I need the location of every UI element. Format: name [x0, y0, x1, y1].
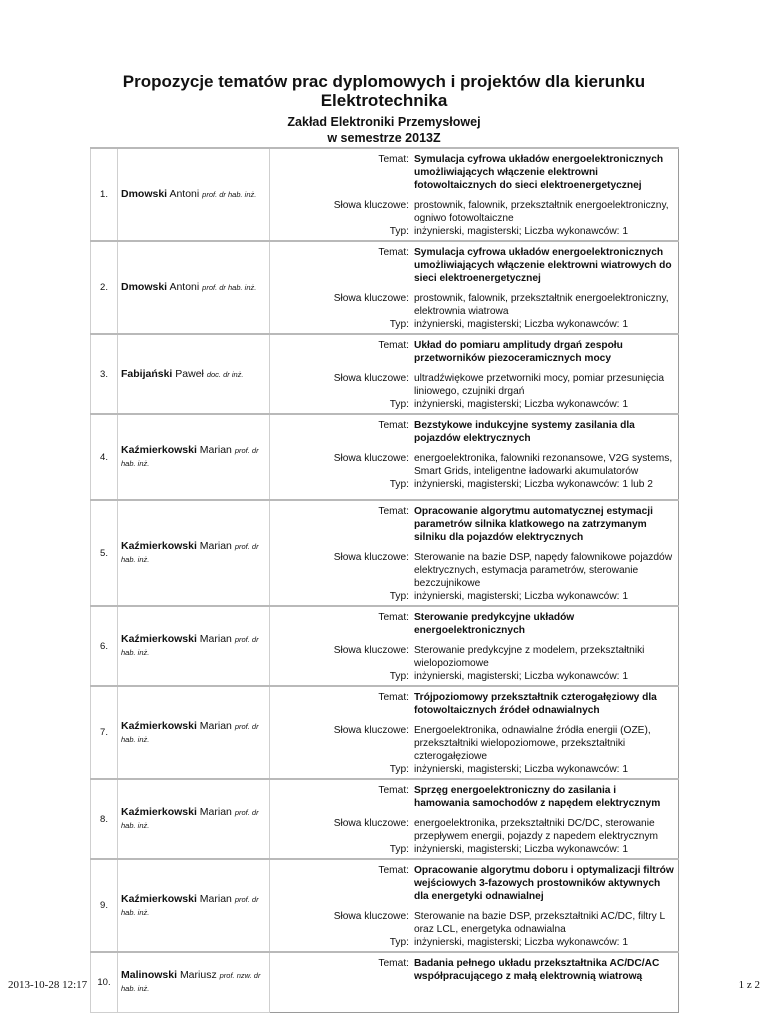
keywords-value: prostownik, falownik, przekształtnik energoelektroniczny, ogniwo fotowoltaiczne: [414, 200, 669, 224]
supervisor-firstname: Marian: [199, 892, 232, 905]
supervisor-firstname: Mariusz: [179, 969, 217, 982]
supervisor-firstname: Paweł: [175, 367, 204, 380]
row-number: 2.: [91, 241, 118, 334]
type-line: [270, 590, 674, 603]
semester-label: w semestrze 2013Z: [327, 131, 441, 145]
table-row: [91, 414, 679, 500]
topic-title: Opracowanie algorytmu automatycznej estymacji parametrów silnika klatkowego na zatrzymanym silniku dla pojazdów elektrycznych: [414, 506, 653, 543]
supervisor-cell: [118, 606, 270, 686]
topic-label: Temat:: [378, 506, 409, 517]
keywords-value: energoelektronika, falowniki rezonansowe, V2G systems, Smart Grids, inteligentne ładowarki akumulatorów: [414, 453, 673, 477]
keywords-line: [270, 724, 674, 763]
keywords-line: [270, 292, 674, 318]
table-row: [91, 334, 679, 414]
type-label: Typ:: [389, 319, 409, 330]
type-label: Typ:: [389, 671, 409, 682]
topic-label: Temat:: [378, 340, 409, 351]
keywords-label: Słowa kluczowe:: [333, 645, 409, 656]
supervisor-firstname: Marian: [199, 806, 232, 818]
supervisor-cell: [118, 414, 270, 500]
type-line: [270, 936, 674, 949]
topics-table: [90, 147, 679, 1013]
topic-details: [270, 779, 679, 859]
keywords-label: Słowa kluczowe:: [333, 293, 409, 304]
supervisor-firstname: Marian: [199, 633, 232, 645]
topic-details: [270, 606, 679, 686]
supervisor-cell: [118, 241, 270, 334]
supervisor-surname: Fabijański: [121, 367, 173, 380]
topic-label: Temat:: [378, 420, 409, 431]
keywords-label: Słowa kluczowe:: [333, 552, 409, 563]
keywords-value: Sterowanie na bazie DSP, napędy falownikowe pojazdów elektrycznych, estymacja parametrów, sterowanie bezczujnikowe: [414, 552, 673, 589]
topic-line: [270, 784, 674, 810]
type-label: Typ:: [389, 479, 409, 490]
keywords-line: [270, 372, 674, 398]
print-datetime: 2013-10-28 12:17: [8, 979, 88, 991]
row-number: 10.: [91, 952, 118, 1012]
topic-title: Badania pełnego układu przekształtnika AC/DC/AC współpracującego z małą elektrownią wiatrową: [414, 958, 660, 982]
keywords-label: Słowa kluczowe:: [333, 818, 409, 829]
supervisor-degree: prof. dr hab. inż.: [121, 446, 259, 468]
supervisor-degree: prof. dr hab. inż.: [202, 190, 257, 199]
supervisor-firstname: Marian: [199, 719, 232, 732]
supervisor-degree: prof. dr hab. inż.: [121, 894, 259, 917]
title-line-2: Elektrotechnika: [320, 91, 448, 110]
table-row: [91, 859, 679, 952]
page-title: [0, 72, 768, 110]
keywords-value: ultradźwiękowe przetworniki mocy, pomiar przesunięcia liniowego, czujniki drgań: [414, 373, 665, 397]
keywords-label: Słowa kluczowe:: [333, 725, 409, 736]
topic-label: Temat:: [378, 247, 409, 258]
type-line: [270, 225, 674, 238]
keywords-label: Słowa kluczowe:: [333, 200, 409, 211]
supervisor-cell: [118, 952, 270, 1012]
supervisor-cell: [118, 779, 270, 859]
supervisor-cell: [118, 686, 270, 779]
type-label: Typ:: [389, 399, 409, 410]
topic-label: Temat:: [378, 958, 409, 969]
supervisor-surname: Kaźmierkowski: [121, 719, 197, 732]
row-number: 3.: [91, 334, 118, 414]
row-number: 8.: [91, 779, 118, 859]
keywords-line: [270, 644, 674, 670]
supervisor-cell: [118, 859, 270, 952]
row-number: 1.: [91, 148, 118, 241]
topic-title: Opracowanie algorytmu doboru i optymalizacji filtrów wejściowych 3-fazowych prostowników aktywnych dla energetyki odnawialnej: [414, 865, 674, 902]
type-value: inżynierski, magisterski; Liczba wykonawców: 1: [414, 399, 629, 410]
table-row: [91, 686, 679, 779]
topic-details: [270, 334, 679, 414]
keywords-value: Sterowanie predykcyjne z modelem, przekształtniki wielopoziomowe: [414, 645, 645, 669]
topic-line: [270, 153, 674, 192]
keywords-line: [270, 452, 674, 478]
supervisor-degree: prof. nzw. dr hab. inż.: [121, 971, 261, 994]
supervisor-firstname: Marian: [199, 540, 232, 552]
topic-title: Trójpoziomowy przekształtnik czterogałęziowy dla fotowoltaicznych źródeł odnawialnych: [414, 692, 657, 716]
type-value: inżynierski, magisterski; Liczba wykonawców: 1: [414, 671, 629, 682]
topic-title: Sterowanie predykcyjne układów energoelektronicznych: [414, 612, 575, 636]
supervisor-surname: Kaźmierkowski: [121, 633, 197, 645]
topic-label: Temat:: [378, 612, 409, 623]
supervisor-degree: prof. dr hab. inż.: [121, 721, 259, 744]
topic-details: [270, 148, 679, 241]
topic-label: Temat:: [378, 865, 409, 876]
row-number: 6.: [91, 606, 118, 686]
table-row: [91, 148, 679, 241]
topic-line: [270, 419, 674, 445]
topic-label: Temat:: [378, 692, 409, 703]
topic-line: [270, 611, 674, 637]
supervisor-surname: Kaźmierkowski: [121, 806, 197, 818]
type-line: [270, 318, 674, 331]
topic-title: Symulacja cyfrowa układów energoelektronicznych umożliwiających włączenie elektrowni wiatrowych do sieci elektroenergetycznej: [414, 247, 672, 284]
keywords-value: energoelektronika, przekształtniki DC/DC, sterowanie przepływem energii, pojazdy z napedem elektrycznym: [414, 818, 659, 842]
supervisor-cell: [118, 500, 270, 606]
keywords-label: Słowa kluczowe:: [333, 453, 409, 464]
department-name: Zakład Elektroniki Przemysłowej: [287, 115, 481, 129]
supervisor-degree: doc. dr inż.: [206, 369, 244, 379]
supervisor-firstname: Antoni: [169, 188, 200, 200]
topics-table-body: [91, 148, 679, 1012]
type-line: [270, 478, 674, 491]
type-label: Typ:: [389, 764, 409, 775]
topic-line: [270, 505, 674, 544]
keywords-line: [270, 910, 674, 936]
type-line: [270, 763, 674, 776]
title-line-1: Propozycje tematów prac dyplomowych i projektów dla kierunku: [122, 72, 646, 91]
supervisor-degree: prof. dr hab. inż.: [121, 542, 259, 564]
type-line: [270, 670, 674, 683]
topic-title: Symulacja cyfrowa układów energoelektronicznych umożliwiających włączenie elektrowni fotowoltaicznych do sieci elektroenergetycznej: [414, 154, 664, 191]
topic-details: [270, 686, 679, 779]
row-number: 7.: [91, 686, 118, 779]
type-value: inżynierski, magisterski; Liczba wykonawców: 1: [414, 764, 629, 775]
supervisor-surname: Malinowski: [121, 969, 178, 982]
page-number: 1 z 2: [738, 979, 760, 991]
table-row: [91, 779, 679, 859]
keywords-value: prostownik, falownik, przekształtnik energoelektroniczny, elektrownia wiatrowa: [414, 293, 669, 317]
type-line: [270, 398, 674, 411]
topic-label: Temat:: [378, 785, 409, 796]
table-row: [91, 500, 679, 606]
row-number: 5.: [91, 500, 118, 606]
page-subtitle: [0, 114, 768, 146]
type-value: inżynierski, magisterski; Liczba wykonawców: 1: [414, 226, 629, 237]
type-label: Typ:: [389, 844, 409, 855]
topic-title: Sprzęg energoelektroniczny do zasilania i hamowania samochodów z napędem elektrycznym: [414, 785, 661, 809]
supervisor-surname: Kaźmierkowski: [121, 892, 197, 905]
topic-line: [270, 957, 674, 983]
supervisor-surname: Kaźmierkowski: [121, 540, 197, 552]
topic-details: [270, 241, 679, 334]
keywords-line: [270, 551, 674, 590]
type-value: inżynierski, magisterski; Liczba wykonawców: 1: [414, 937, 629, 948]
supervisor-firstname: Marian: [199, 444, 232, 456]
keywords-line: [270, 817, 674, 843]
supervisor-cell: [118, 148, 270, 241]
keywords-value: Energoelektronika, odnawialne źródła energii (OZE), przekształtniki wielopoziomowe, przekształtniki czterogałęziowe: [414, 725, 651, 762]
keywords-line: [270, 199, 674, 225]
topic-line: [270, 864, 674, 903]
topic-details: [270, 414, 679, 500]
topic-label: Temat:: [378, 154, 409, 165]
supervisor-firstname: Antoni: [169, 281, 200, 293]
topic-line: [270, 246, 674, 285]
supervisor-surname: Kaźmierkowski: [121, 444, 197, 456]
row-number: 4.: [91, 414, 118, 500]
table-row: [91, 606, 679, 686]
supervisor-cell: [118, 334, 270, 414]
topic-details: [270, 952, 679, 1012]
type-value: inżynierski, magisterski; Liczba wykonawców: 1: [414, 319, 629, 330]
table-row: [91, 241, 679, 334]
type-value: inżynierski, magisterski; Liczba wykonawców: 1 lub 2: [414, 479, 653, 490]
type-line: [270, 843, 674, 856]
topic-details: [270, 500, 679, 606]
type-value: inżynierski, magisterski; Liczba wykonawców: 1: [414, 844, 629, 855]
supervisor-surname: Dmowski: [121, 188, 168, 200]
topic-line: [270, 691, 674, 717]
keywords-label: Słowa kluczowe:: [333, 911, 409, 922]
keywords-label: Słowa kluczowe:: [333, 373, 409, 384]
topic-line: [270, 339, 674, 365]
type-value: inżynierski, magisterski; Liczba wykonawców: 1: [414, 591, 629, 602]
row-number: 9.: [91, 859, 118, 952]
topic-details: [270, 859, 679, 952]
supervisor-degree: prof. dr hab. inż.: [121, 808, 259, 830]
type-label: Typ:: [389, 591, 409, 602]
supervisor-degree: prof. dr hab. inż.: [121, 635, 259, 657]
supervisor-surname: Dmowski: [121, 281, 168, 293]
table-row: [91, 952, 679, 1012]
type-label: Typ:: [389, 937, 409, 948]
topic-title: Układ do pomiaru amplitudy drgań zespołu przetworników piezoceramicznych mocy: [414, 340, 623, 364]
topic-title: Bezstykowe indukcyjne systemy zasilania dla pojazdów elektrycznych: [414, 420, 635, 444]
type-label: Typ:: [389, 226, 409, 237]
keywords-value: Sterowanie na bazie DSP, przekształtniki AC/DC, filtry L oraz LCL, energetyka odnawialna: [414, 911, 665, 935]
supervisor-degree: prof. dr hab. inż.: [202, 283, 257, 292]
